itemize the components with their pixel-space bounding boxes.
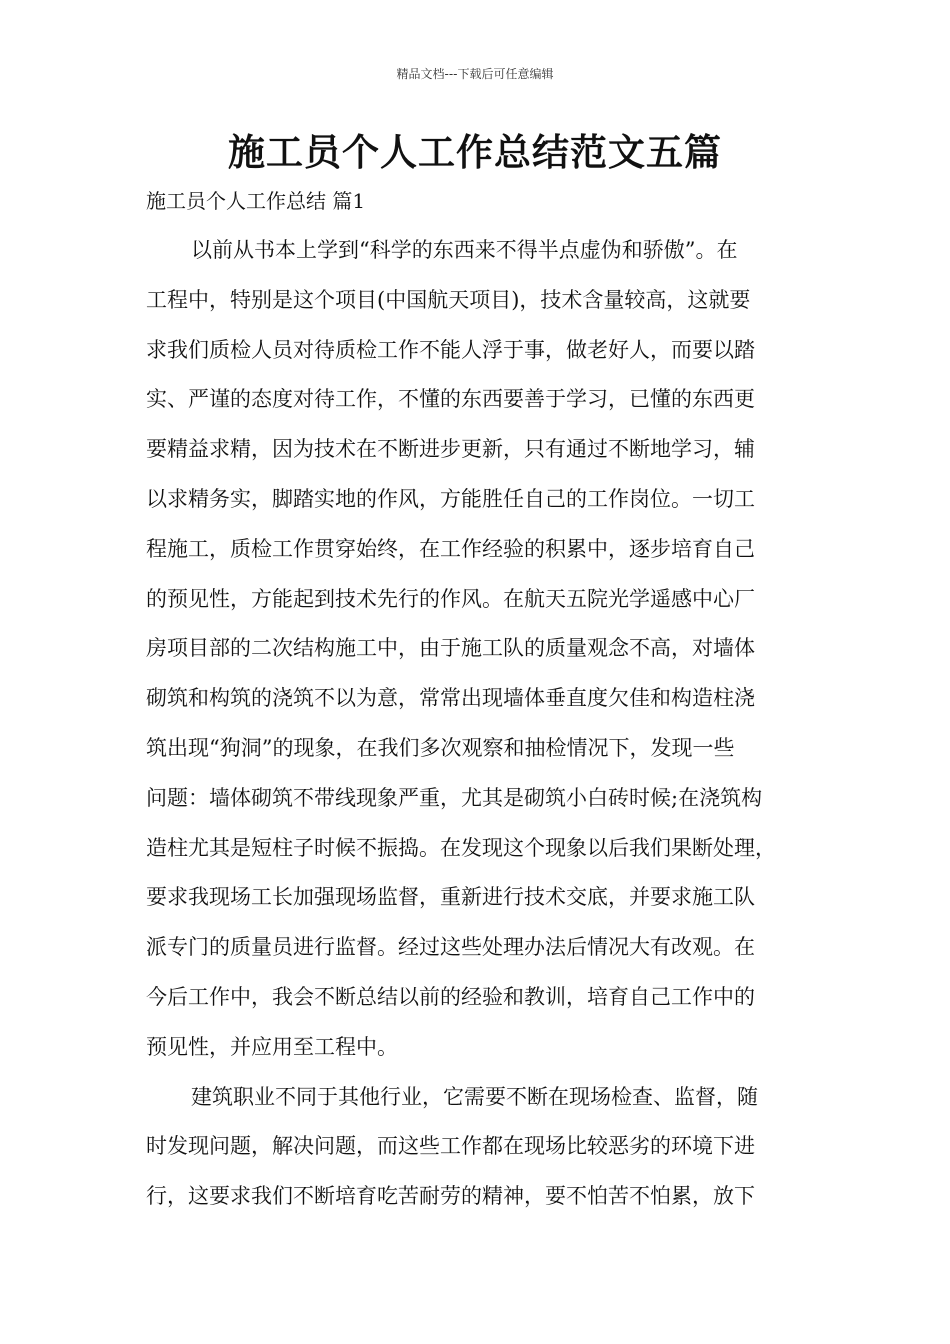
paragraph-line: 预见性，并应用至工程中。 [146,1034,398,1059]
paragraph-line: 砌筑和构筑的浇筑不以为意，常常出现墙体垂直度欠佳和构造柱浇 [146,686,755,711]
paragraph-line: 以求精务实，脚踏实地的作风，方能胜任自己的工作岗位。一切工 [146,486,755,511]
paragraph-line: 行，这要求我们不断培育吃苦耐劳的精神，要不怕苦不怕累，放下 [146,1184,755,1209]
paragraph-line: 要求我现场工长加强现场监督，重新进行技术交底，并要求施工队 [146,885,755,910]
paragraph-line: 时发现问题，解决问题，而这些工作都在现场比较恶劣的环境下进 [146,1134,755,1159]
paragraph-line: 建筑职业不同于其他行业，它需要不断在现场检查、监督，随 [191,1084,758,1109]
paragraph-line: 造柱尤其是短柱子时候不振捣。在发现这个现象以后我们果断处理， [146,835,776,860]
paragraph-line: 程施工，质检工作贯穿始终，在工作经验的积累中，逐步培育自己 [146,536,755,561]
section-heading: 施工员个人工作总结 篇1 [146,189,366,213]
header-note: 精品文档---下载后可任意编辑 [396,67,554,81]
paragraph-line: 今后工作中，我会不断总结以前的经验和教训，培育自己工作中的 [146,984,755,1009]
paragraph-2 [146,1073,814,1222]
paragraph-line: 求我们质检人员对待质检工作不能人浮于事，做老好人，而要以踏 [146,337,755,362]
body-text [146,226,814,1222]
paragraph-line: 筑出现“狗洞”的现象，在我们多次观察和抽检情况下，发现一些 [146,735,735,760]
paragraph-line: 问题：墙体砌筑不带线现象严重，尤其是砌筑小白砖时候;在浇筑构 [146,785,763,810]
paragraph-line: 要精益求精，因为技术在不断进步更新，只有通过不断地学习，辅 [146,437,755,462]
paragraph-line: 以前从书本上学到“科学的东西来不得半点虚伪和骄傲”。在 [191,238,738,262]
paragraph-line: 派专门的质量员进行监督。经过这些处理办法后情况大有改观。在 [146,935,755,960]
paragraph-line: 的预见性，方能起到技术先行的作风。在航天五院光学遥感中心厂 [146,586,755,611]
paragraph-line: 工程中，特别是这个项目(中国航天项目)，技术含量较高，这就要 [146,287,751,312]
document-title: 施工员个人工作总结范文五篇 [228,130,722,174]
paragraph-line: 房项目部的二次结构施工中，由于施工队的质量观念不高，对墙体 [146,636,755,661]
paragraph-1 [146,226,814,1073]
paragraph-line: 实、严谨的态度对待工作，不懂的东西要善于学习，已懂的东西更 [146,387,755,412]
